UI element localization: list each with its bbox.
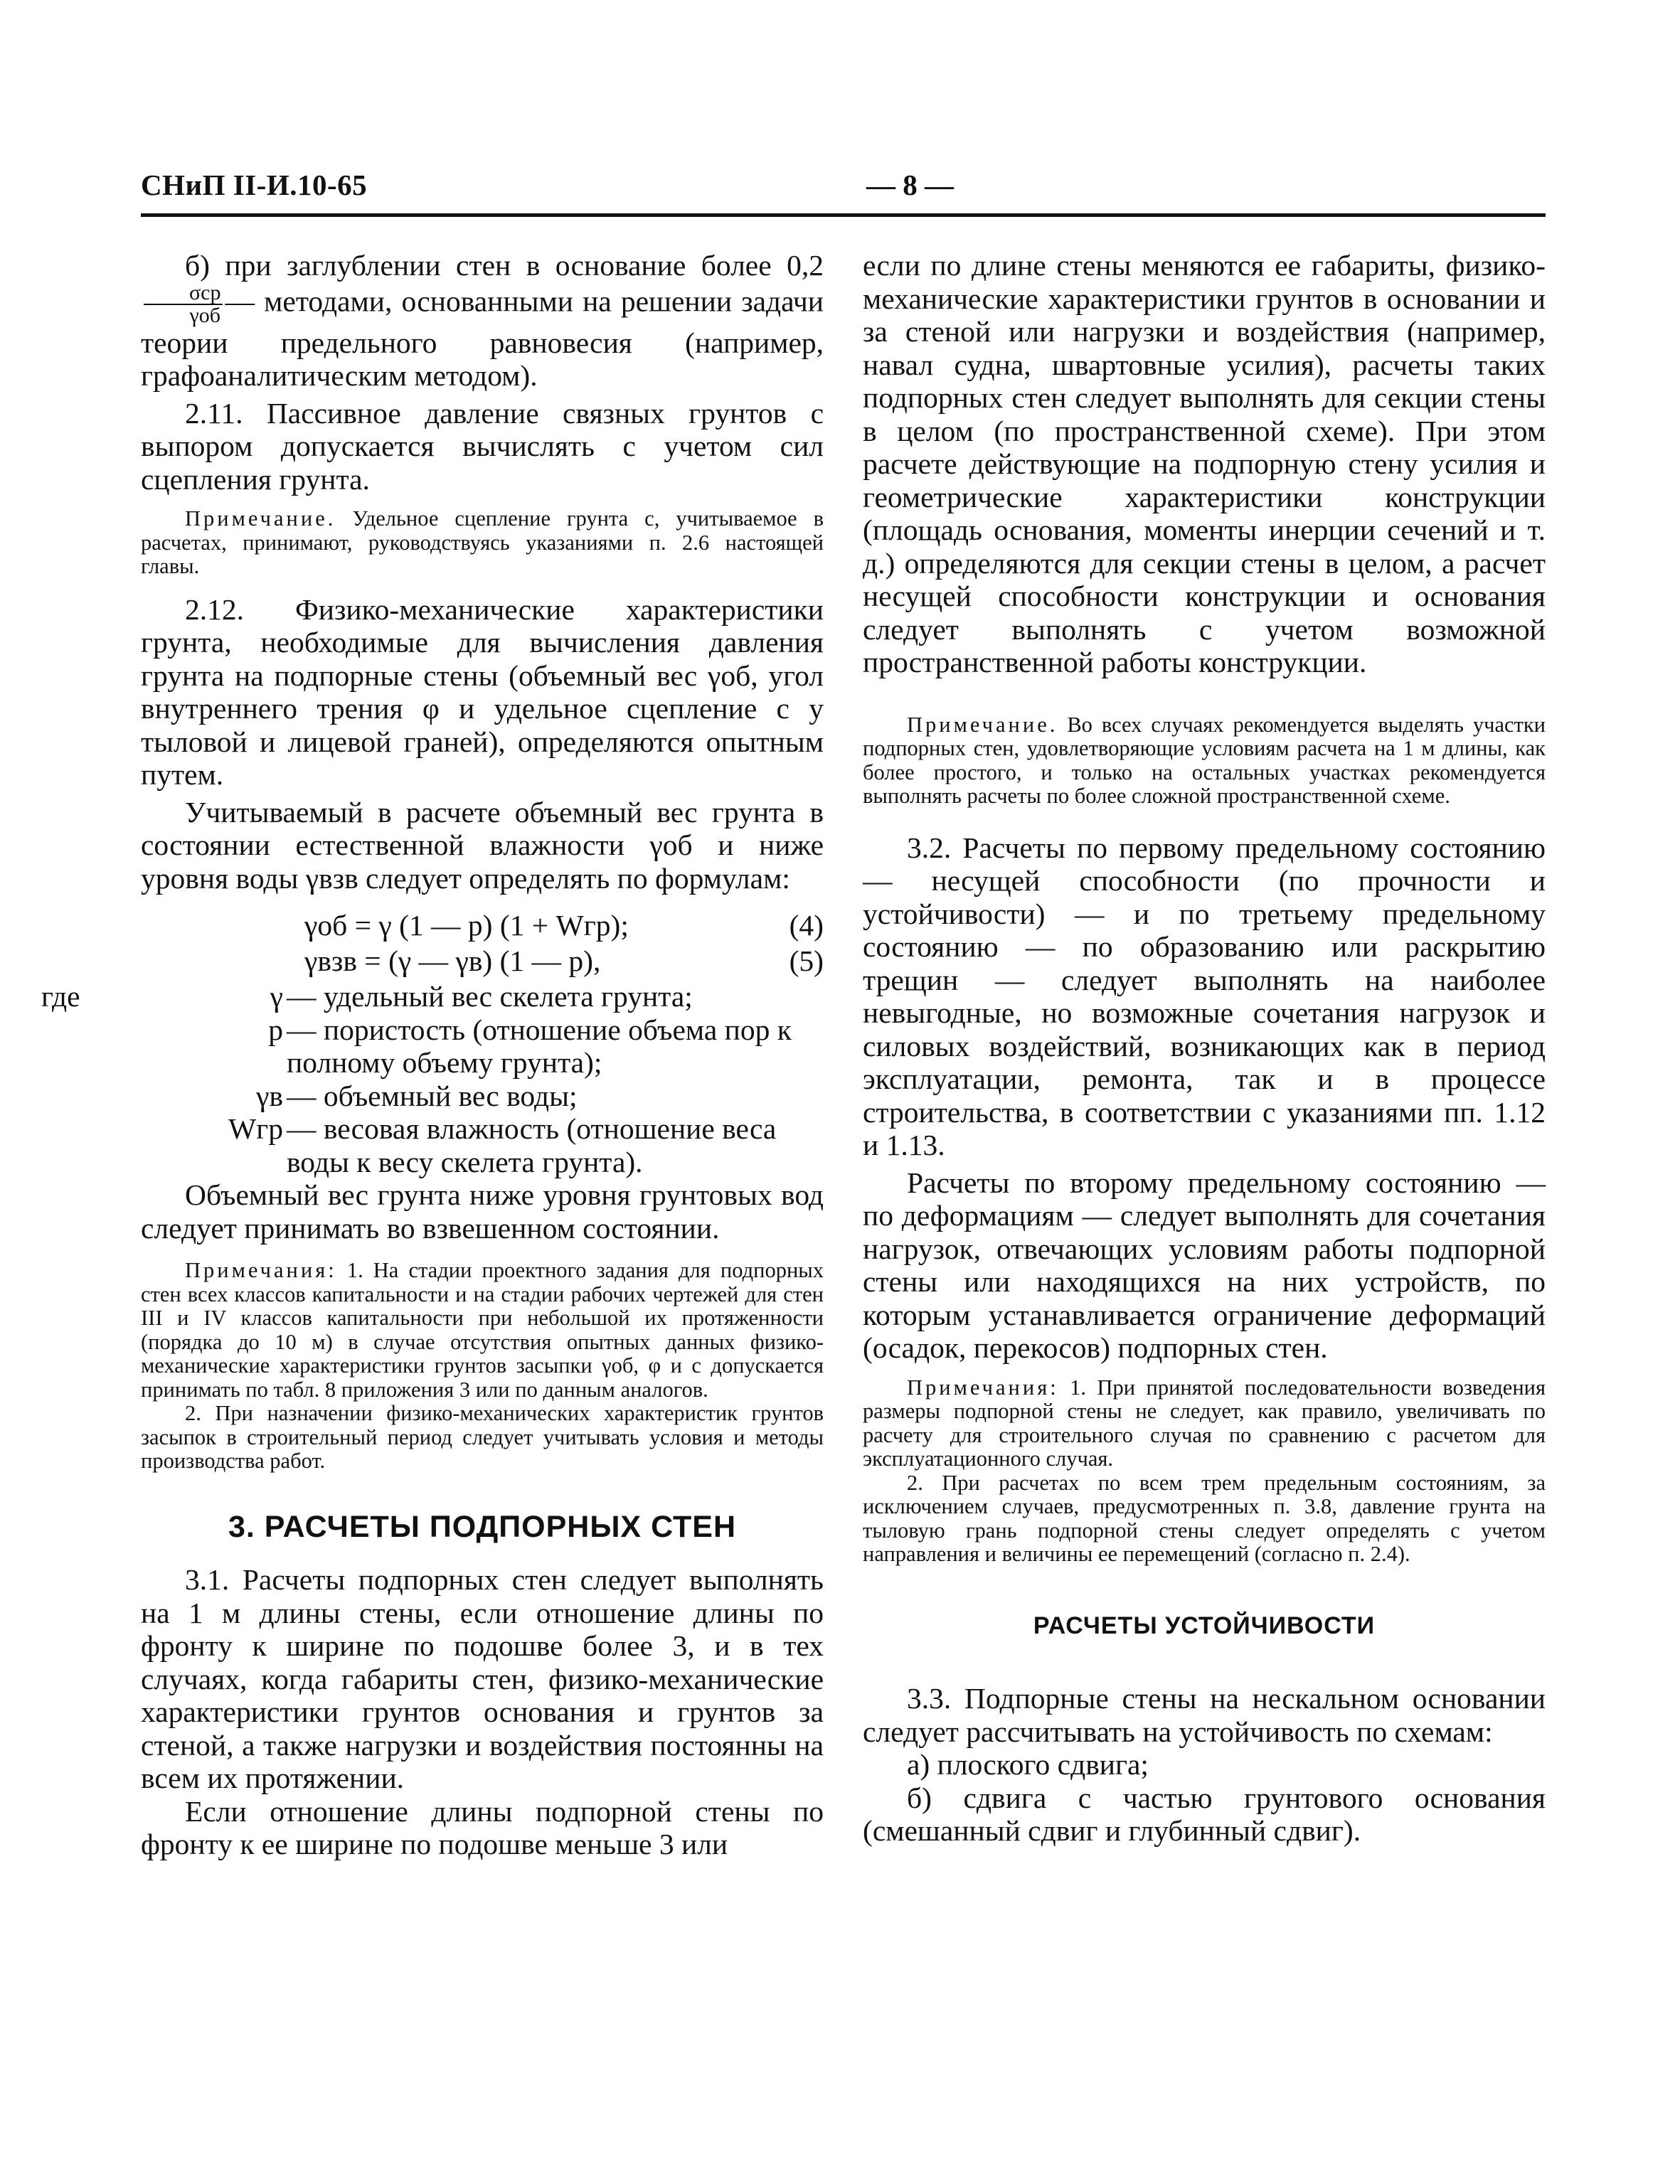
definition-moisture: Wгр — весовая влажность (отношение веса воды к весу скелета грунта).	[228, 1112, 777, 1178]
paragraph-3-3: 3.3. Подпорные стены на нескальном основании следует рассчитывать на устойчивость по схемам:	[863, 1682, 1546, 1748]
definition-porosity: p — пористость (отношение объема пор к полному объему грунта);	[268, 1013, 792, 1079]
paragraph-2-12: 2.12. Физико-механические характеристики грунта, необходимые для вычисления давления грунта на подпорные стены (объемный вес γоб, угол внутреннего трения φ и удельное сцепление с у тыловой и лицевой граней), определяются опытным путем.	[141, 592, 824, 791]
sigma-gamma-fraction: $\frac{\text{σср}}{\text{γоб}}$	[144, 282, 223, 326]
notes-3-2: Примечания: 1. При принятой последовательности возведения размеры подпорной стены не следует, как правило, увеличивать по расчету для строительного случая по сравнению с расчетом для эксплуатационного случая. 2. При расчетах по всем трем предельным состояниям, за исключением случаев, предусмотренных п. 3.8, давление грунта на тыловую грань подпорной стены следует определять с учетом направления и величины ее перемещений (согласно п. 2.4).	[863, 1375, 1546, 1566]
definition-gamma: где γ — удельный вес скелета грунта;	[41, 980, 693, 1013]
paragraph-3-2: 3.2. Расчеты по первому предельному состоянию — несущей способности (по прочности и устойчивости) — и по третьему предельному состоянию — по образованию или раскрытию трещин — следует выполнять на наиболее невыгодные, но возможные сочетания нагрузок и силовых воздействий, возникающих как в период эксплуатации, ремонта, так и в процессе строительства, в соответствии с указаниями пп. 1.12 и 1.13.	[863, 831, 1546, 1161]
document-code: СНиП II-И.10-65	[141, 169, 368, 201]
section-3-title: 3. РАСЧЕТЫ ПОДПОРНЫХ СТЕН	[228, 1509, 737, 1544]
left-column	[41, 249, 824, 1861]
note-2-11: Примечание. Удельное сцепление грунта с, учитываемое в расчетах, принимают, руководствуясь указаниями п. 2.6 настоящей главы.	[141, 506, 824, 578]
paragraph-second-state: Расчеты по второму предельному состоянию — по деформациям — следует выполнять для сочетания нагрузок, отвечающих условиям работы подпорной стены или находящихся на них устройств, по которым устанавливается ограничение деформаций (осадок, перекосов) подпорных стен.	[863, 1166, 1546, 1364]
definitions-list	[41, 980, 824, 1178]
stability-subtitle: РАСЧЕТЫ УСТОЙЧИВОСТИ	[1033, 1612, 1376, 1639]
paragraph-submerged: Объемный вес грунта ниже уровня грунтовых вод следует принимать во взвешенном состоянии.	[141, 1178, 824, 1245]
list-item-a: а) плоского сдвига;	[907, 1748, 1149, 1781]
right-column	[863, 249, 1546, 1848]
page-number: — 8 —	[866, 169, 954, 201]
formula-5: γвзв = (γ — γв) (1 — p), (5)	[304, 944, 824, 977]
paragraph-ratio: Если отношение длины подпорной стены по фронту к ее ширине по подошве меньше 3 или	[141, 1794, 824, 1860]
paragraph-2-11: 2.11. Пассивное давление связных грунтов с выпором допускается вычислять с учетом сил сцепления грунта.	[141, 396, 824, 496]
definition-water-weight: γв — объемный вес воды;	[256, 1079, 578, 1112]
page-header	[141, 162, 1546, 217]
paragraph-3-1: 3.1. Расчеты подпорных стен следует выполнять на 1 м длины стены, если отношение длины по фронту к ширине по подошве более 3, и в тех случаях, когда габариты стен, физико-механические характеристики грунтов основания и грунтов за стеной, а также нагрузки и воздействия постоянны на всем их протяжении.	[141, 1563, 824, 1794]
note-3-1: Примечание. Во всех случаях рекомендуется выделять участки подпорных стен, удовлетворяющие условиям расчета на 1 м длины, как более простого, и только на остальных участках рекомендуется выполнять расчеты по более сложной пространственной схеме.	[863, 712, 1546, 808]
paragraph-b-condition: б) при заглублении стен в основание более 0,2 $\frac{\text{σср}}{\text{γоб}}$ — методами, основанными на решении задачи теории предельного равновесия (например, графоаналитическим методом).	[141, 249, 824, 392]
list-item-b: б) сдвига с частью грунтового основания (смешанный сдвиг и глубинный сдвиг).	[863, 1781, 1546, 1847]
formula-4: γоб = γ (1 — p) (1 + Wгр); (4)	[304, 909, 824, 942]
paragraph-continued: если по длине стены меняются ее габариты, физико-механические характеристики грунтов в основании и за стеной или нагрузки и воздействия (например, навал судна, швартовные усилия), расчеты таких подпорных стен следует выполнять для секции стены в целом (по пространственной схеме). При этом расчете действующие на подпорную стену усилия и геометрические характеристики конструкции (площадь основания, моменты инерции сечений и т. д.) определяются для секции стены в целом, а расчет несущей способности конструкции и основания следует выполнять с учетом возможной пространственной работы конструкции.	[863, 249, 1546, 678]
paragraph-unit-weight: Учитываемый в расчете объемный вес грунта в состоянии естественной влажности γоб и ниже уровня воды γвзв следует определять по формулам:	[141, 795, 824, 895]
notes-2-12: Примечания: 1. На стадии проектного задания для подпорных стен всех классов капитальности и на стадии рабочих чертежей для стен III и IV классов капитальности при небольшой их протяженности (порядка до 10 м) в случае отсутствия опытных данных физико-механические характеристики грунтов засыпки γоб, φ и с допускается принимать по табл. 8 приложения 3 или по данным аналогов. 2. При назначении физико-механических характеристик грунтов засыпок в строительный период следует учитывать условия и методы производства работ.	[141, 1258, 824, 1473]
